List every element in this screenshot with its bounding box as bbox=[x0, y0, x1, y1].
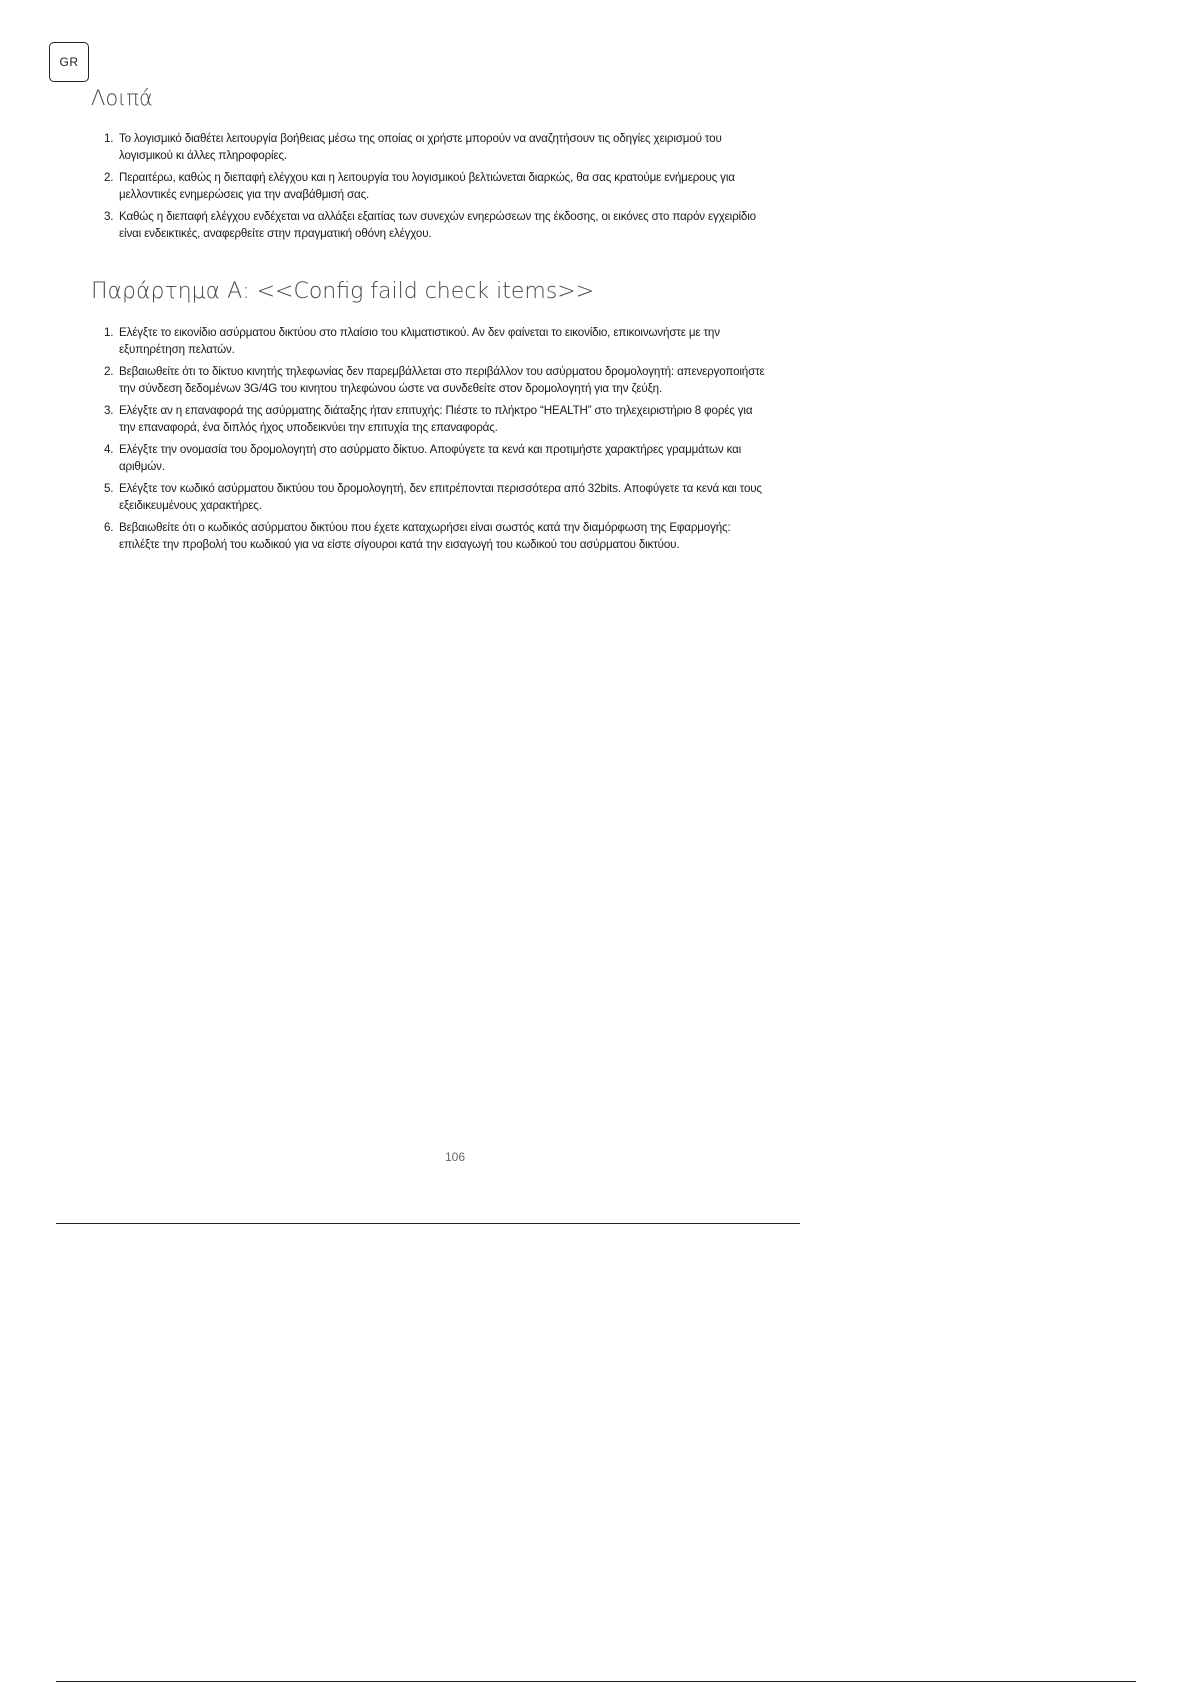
list-item-text: Το λογισμικό διαθέτει λειτουργία βοήθειας μέσω της οποίας οι χρήστε μπορούν να αναζητήσουν τις οδηγίες χειρισμού του λογισμικού κι άλλες πληροφορίες. bbox=[119, 132, 722, 162]
list-item-text: Ελέγξτε τον κωδικό ασύρματου δικτύου του δρομολογητή, δεν επιτρέπονται περισσότερα από 32bits. Αποφύγετε τα κενά και τους εξειδικευμένους χαρακτήρες. bbox=[119, 482, 762, 512]
list-item-text: Περαιτέρω, καθώς η διεπαφή ελέγχου και η λειτουργία του λογισμικού βελτιώνεται διαρκώς, θα σας κρατούμε ενήμερους για μελλοντικές ενημερώσεις για την αναβάθμισή σας. bbox=[119, 171, 735, 201]
section-misc bbox=[91, 86, 771, 247]
list-item bbox=[91, 324, 771, 358]
list-item-text: Ελέγξτε αν η επαναφορά της ασύρματης διάταξης ήταν επιτυχής: Πιέστε το πλήκτρο “HEALTH” στο τηλεχειριστήριο 8 φορές για την επαναφορά, ένα διπλός ήχος υποδεικνύει την επιτυχία της επαναφοράς. bbox=[119, 404, 753, 434]
list-item bbox=[91, 130, 771, 164]
bottom-divider bbox=[56, 1681, 1136, 1682]
list-item-number: 3. bbox=[104, 210, 114, 223]
language-badge-label: GR bbox=[59, 55, 79, 69]
list-item bbox=[91, 363, 771, 397]
language-badge bbox=[49, 42, 89, 82]
list-item-text: Ελέγξτε την ονομασία του δρομολογητή στο ασύρματο δίκτυο. Αποφύγετε τα κενά και προτιμήστε χαρακτήρες γραμμάτων και αριθμών. bbox=[119, 443, 742, 473]
list-item-text: Καθώς η διεπαφή ελέγχου ενδέχεται να αλλάξει εξαιτίας των συνεχών ενηερώσεων της έκδοσης, οι εικόνες στο παρόν εγχειρίδιο είναι ενδεικτικές, αναφερθείτε στην πραγματική οθόνη ελέγχου. bbox=[119, 210, 756, 240]
list-item-number: 2. bbox=[104, 171, 114, 184]
list-item bbox=[91, 208, 771, 242]
list-item-number: 2. bbox=[104, 365, 114, 378]
list-item bbox=[91, 441, 771, 475]
list-item bbox=[91, 480, 771, 514]
numbered-list bbox=[91, 324, 771, 553]
list-item-number: 1. bbox=[104, 326, 114, 339]
list-item-text: Βεβαιωθείτε ότι ο κωδικός ασύρματου δικτύου που έχετε καταχωρήσει είναι σωστός κατά την διαμόρφωση της Εφαρμογής: επιλέξτε την προβολή του κωδικού για να είστε σίγουροι κατά την εισαγωγή του κωδικού του ασύρματου δικτύου. bbox=[119, 521, 731, 551]
list-item-number: 6. bbox=[104, 521, 114, 534]
list-item bbox=[91, 519, 771, 553]
section-title: Παράρτημα Α: <<Config faild check items>> bbox=[91, 279, 595, 304]
list-item-number: 1. bbox=[104, 132, 114, 145]
list-item-number: 4. bbox=[104, 443, 114, 456]
section-title: Λοιπά bbox=[91, 86, 153, 110]
list-item-text: Βεβαιωθείτε ότι το δίκτυο κινητής τηλεφωνίας δεν παρεμβάλλεται στο περιβάλλον του ασύρματου δρομολογητή: απενεργοποιήστε την σύνδεση δεδομένων 3G/4G του κινητου τηλεφώνου ώστε να συνδεθείτε στον δρομολογητή για την ζεύξη. bbox=[119, 365, 765, 395]
list-item-number: 3. bbox=[104, 404, 114, 417]
section-appendix-a bbox=[91, 279, 771, 558]
page-divider bbox=[56, 1223, 800, 1224]
list-item-number: 5. bbox=[104, 482, 114, 495]
list-item bbox=[91, 169, 771, 203]
list-item bbox=[91, 402, 771, 436]
numbered-list bbox=[91, 130, 771, 242]
list-item-text: Ελέγξτε το εικονίδιο ασύρματου δικτύου στο πλαίσιο του κλιματιστικού. Αν δεν φαίνεται το εικονίδιο, επικοινωνήστε με την εξυπηρέτηση πελατών. bbox=[119, 326, 720, 356]
page-number: 106 bbox=[444, 1150, 466, 1164]
